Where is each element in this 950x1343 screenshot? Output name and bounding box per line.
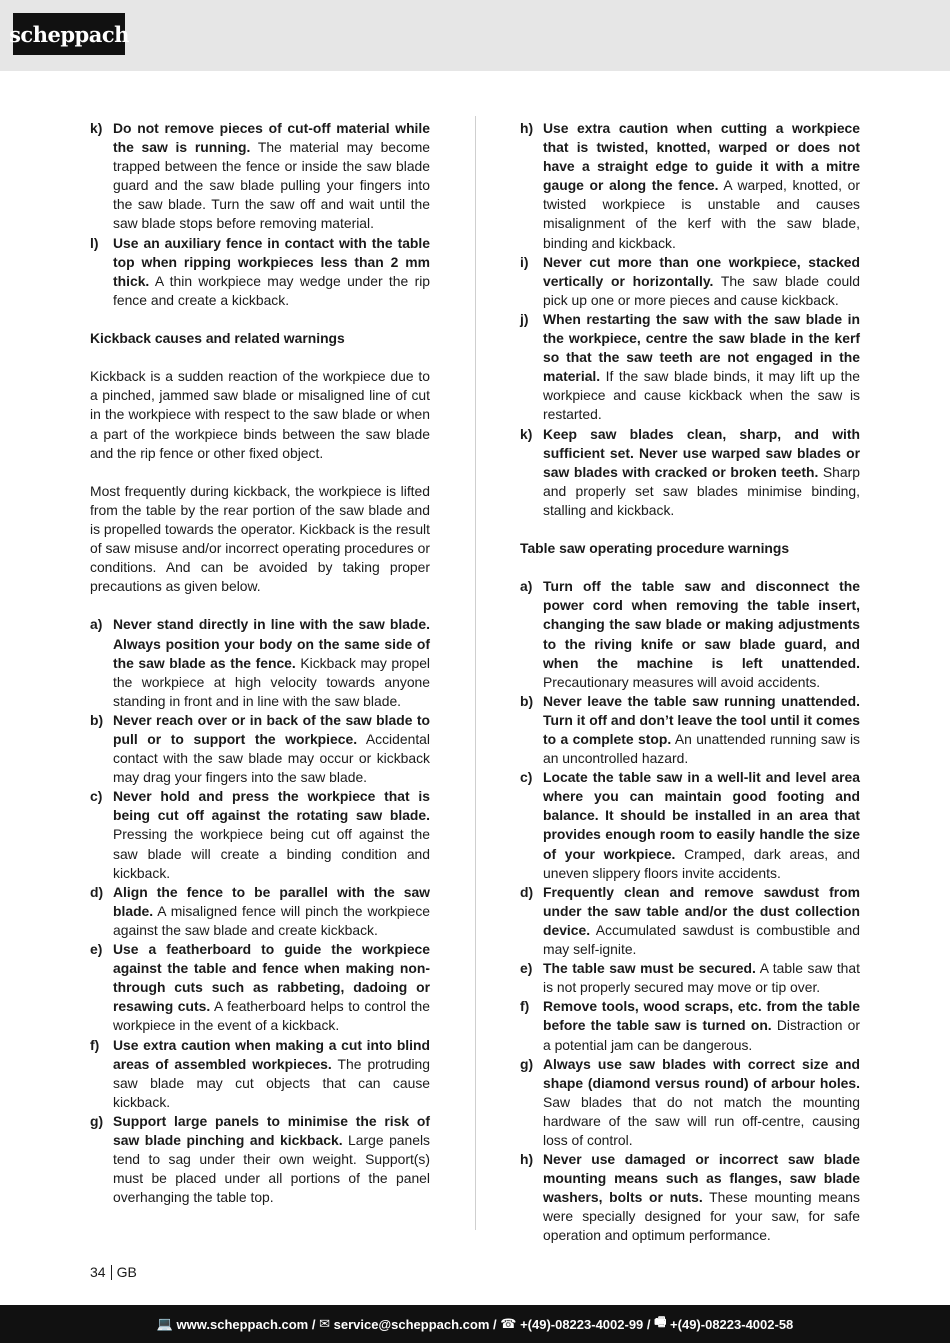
warning-item bbox=[520, 310, 860, 425]
warning-item bbox=[520, 577, 860, 692]
footer-contact-bar: 💻 www.scheppach.com / ✉ service@scheppach.com / ☎ +(49)-08223-4002-99 / 🖷 +(49)-08223-4002-58 bbox=[0, 1305, 950, 1343]
warning-item-text: A warped, knotted, or twisted workpiece is unstable and causes misalignment of the kerf with the saw blade, binding and kickback. bbox=[543, 177, 860, 251]
warning-item-bold: When restarting the saw with the saw blade in the workpiece, centre the saw blade in the kerf so that the saw teeth are not engaged in the material. bbox=[543, 310, 860, 385]
warning-item bbox=[520, 692, 860, 768]
warning-item-text: Kickback may propel the workpiece at high velocity towards anyone standing in front and in line with the saw blade. bbox=[113, 654, 430, 709]
warning-item-bold: Align the fence to be parallel with the saw blade. bbox=[113, 883, 430, 919]
warning-item-bold: Keep saw blades clean, sharp, and with sufficient set. Never use warped saw blades or saw blades with cracked or broken teeth. bbox=[543, 425, 860, 480]
left-column bbox=[90, 119, 430, 1207]
right-column bbox=[520, 119, 860, 1246]
warning-item bbox=[90, 1036, 430, 1112]
warning-item-text: Large panels tend to sag under their own weight. Support(s) must be placed under all portions of the panel overhanging the table top. bbox=[113, 1131, 430, 1206]
warning-item-text: Precautionary measures will avoid accidents. bbox=[543, 673, 821, 690]
warning-item-text: These mounting means were specially designed for your saw, for safe operation and optimum performance. bbox=[543, 1189, 860, 1244]
warning-item-label: k) bbox=[520, 425, 533, 442]
warning-item-label: h) bbox=[520, 120, 534, 136]
warning-item-label: c) bbox=[520, 769, 533, 786]
warning-item-bold: Use a featherboard to guide the workpiece against the table and fence when making non-through cuts such as rabbeting, dadoing or resawing cuts. bbox=[113, 941, 430, 1015]
footer-website[interactable]: www.scheppach.com bbox=[176, 1316, 309, 1332]
header-band bbox=[0, 0, 950, 71]
warning-item bbox=[520, 1055, 860, 1150]
warning-item-text: An unattended running saw is an uncontrolled hazard. bbox=[543, 731, 860, 767]
warning-item-bold: Do not remove pieces of cut-off material while the saw is running. bbox=[113, 120, 430, 156]
warning-item bbox=[520, 959, 860, 997]
warning-item-text: The material may become trapped between the fence or inside the saw blade guard and the saw blade pulling your fingers into the saw blade. Turn the saw off and wait until the saw blade stops before removing material. bbox=[113, 139, 430, 232]
warning-item-label: a) bbox=[520, 578, 533, 595]
warning-item-text: The protruding saw blade may cut objects that can cause kickback. bbox=[113, 1055, 431, 1110]
warning-item-label: e) bbox=[90, 941, 103, 958]
warning-item-text: If the saw blade binds, it may lift up the workpiece and cause kickback when the saw is restarted. bbox=[543, 368, 860, 423]
computer-icon: 💻 bbox=[156, 1316, 173, 1331]
warning-item bbox=[520, 768, 860, 883]
warning-item-text: Distraction or a potential jam can be dangerous. bbox=[543, 1017, 860, 1053]
warning-item-bold: Remove tools, wood scraps, etc. from the table before the table saw is turned on. bbox=[543, 998, 860, 1034]
warning-item-text: Saw blades that do not match the mounting hardware of the saw will run off-centre, causing loss of control. bbox=[543, 1093, 860, 1148]
page-number bbox=[90, 1264, 137, 1280]
warning-item-bold: Always use saw blades with correct size and shape (diamond versus round) of arbour holes. bbox=[543, 1055, 860, 1091]
warning-item-bold: Never leave the table saw running unattended. Turn it off and don’t leave the tool until it comes to a complete stop. bbox=[543, 692, 860, 747]
warning-item-bold: Use an auxiliary fence in contact with the table top when ripping workpieces less than 2 mm thick. bbox=[113, 234, 430, 289]
warning-item-bold: Locate the table saw in a well-lit and level area where you can maintain good footing and balance. It should be installed in an area that provides enough room to easily handle the size of your workpiece. bbox=[543, 769, 860, 862]
warning-item-label: e) bbox=[520, 960, 533, 977]
footer-fax: +(49)-08223-4002-58 bbox=[670, 1316, 794, 1332]
warning-item bbox=[520, 425, 860, 520]
warning-item-label: k) bbox=[90, 120, 103, 136]
right-items-bottom bbox=[520, 577, 860, 1245]
fax-icon: 🖷 bbox=[654, 1314, 667, 1329]
warning-item bbox=[90, 711, 430, 787]
warning-item bbox=[520, 883, 860, 959]
warning-item-label: f) bbox=[90, 1036, 100, 1053]
warning-item bbox=[90, 234, 430, 310]
warning-item bbox=[520, 253, 860, 310]
warning-item-label: d) bbox=[90, 883, 104, 900]
warning-item bbox=[520, 119, 860, 253]
warning-item-bold: Frequently clean and remove sawdust from under the saw table and/or the dust collection device. bbox=[543, 883, 860, 938]
warning-item-bold: Never stand directly in line with the saw blade. Always position your body on the same side of the saw blade as the fence. bbox=[113, 616, 430, 671]
warning-item bbox=[520, 997, 860, 1054]
warning-item-label: a) bbox=[90, 616, 103, 633]
mail-icon: ✉ bbox=[319, 1316, 330, 1331]
warning-item-label: g) bbox=[520, 1055, 534, 1072]
phone-icon: ☎ bbox=[500, 1316, 517, 1331]
warning-item bbox=[90, 615, 430, 710]
warning-item-bold: Use extra caution when making a cut into blind areas of assembled workpieces. bbox=[113, 1036, 430, 1072]
warning-item-label: d) bbox=[520, 883, 534, 900]
kickback-paragraph-2: Most frequently during kickback, the workpiece is lifted from the table by the rear portion of the saw blade and is propelled towards the operator. Kickback is the result of saw misuse and/or incorrect operating procedures or conditions. And can be avoided by taking proper precautions as given below. bbox=[90, 482, 430, 595]
warning-item-text: A table saw that is not properly secured may move or tip over. bbox=[543, 960, 860, 996]
warning-item-label: j) bbox=[520, 310, 529, 327]
warning-item bbox=[90, 119, 430, 234]
left-items-bottom bbox=[90, 615, 430, 1207]
warning-item bbox=[520, 1150, 860, 1245]
warning-item-bold: Use extra caution when cutting a workpiece that is twisted, knotted, warped or does not have a straight edge to guide it with a mitre gauge or along the fence. bbox=[543, 120, 860, 194]
footer-email[interactable]: service@scheppach.com bbox=[333, 1316, 490, 1332]
warning-item-label: c) bbox=[90, 788, 103, 805]
warning-item-label: l) bbox=[90, 234, 99, 251]
warning-item-label: f) bbox=[520, 998, 530, 1015]
warning-item bbox=[90, 940, 430, 1035]
page-number-separator bbox=[111, 1265, 112, 1280]
kickback-paragraph-1: Kickback is a sudden reaction of the workpiece due to a pinched, jammed saw blade or misaligned line of cut in the workpiece with respect to the saw blade or when a part of the workpiece binds between the saw blade and the rip fence or other fixed object. bbox=[90, 368, 430, 461]
warning-item-text: A misaligned fence will pinch the workpiece against the saw blade and create kickback. bbox=[113, 902, 430, 938]
warning-item-label: b) bbox=[520, 692, 534, 709]
warning-item-label: g) bbox=[90, 1112, 104, 1129]
warning-item-bold: Never cut more than one workpiece, stacked vertically or horizontally. bbox=[543, 253, 860, 289]
warning-item-text: A thin workpiece may wedge under the rip fence and create a kickback. bbox=[113, 272, 430, 308]
warning-item-bold: Never reach over or in back of the saw blade to pull or to support the workpiece. bbox=[113, 711, 430, 747]
warning-item-bold: Support large panels to minimise the risk of saw blade pinching and kickback. bbox=[113, 1112, 430, 1148]
warning-item-bold: Turn off the table saw and disconnect the power cord when removing the table insert, changing the saw blade or making adjustments to the riving knife or saw blade guard, and when the machine is left unattended. bbox=[543, 578, 860, 671]
warning-item-text: Accidental contact with the saw blade may occur or kickback may drag your fingers into the saw blade. bbox=[113, 731, 430, 786]
warning-item-text: Cramped, dark areas, and uneven slippery floors invite accidents. bbox=[543, 845, 861, 881]
warning-item-label: b) bbox=[90, 711, 104, 728]
operating-procedure-heading: Table saw operating procedure warnings bbox=[520, 540, 790, 557]
right-items-top bbox=[520, 119, 860, 520]
warning-item-text: Sharp and properly set saw blades minimise binding, stalling and kickback. bbox=[543, 463, 860, 518]
footer-phone[interactable]: +(49)-08223-4002-99 bbox=[520, 1316, 644, 1332]
warning-item-label: h) bbox=[520, 1151, 534, 1168]
warning-item bbox=[90, 1112, 430, 1207]
warning-item-bold: Never use damaged or incorrect saw blade mounting means such as flanges, saw blade washers, bolts or nuts. bbox=[543, 1151, 860, 1206]
warning-item-text: A featherboard helps to control the workpiece in the event of a kickback. bbox=[113, 998, 430, 1034]
warning-item-text: Pressing the workpiece being cut off against the saw blade will create a binding condition and kickback. bbox=[113, 826, 430, 881]
warning-item-bold: The table saw must be secured. bbox=[543, 960, 756, 977]
left-items-top bbox=[90, 119, 430, 310]
warning-item bbox=[90, 883, 430, 940]
column-divider bbox=[475, 116, 476, 1230]
page-number-value: 34 bbox=[90, 1264, 106, 1280]
page-language: GB bbox=[116, 1264, 137, 1280]
warning-item-bold: Never hold and press the workpiece that is being cut off against the rotating saw blade. bbox=[113, 788, 430, 824]
kickback-heading: Kickback causes and related warnings bbox=[90, 330, 345, 347]
warning-item-text: The saw blade could pick up one or more pieces and cause kickback. bbox=[543, 272, 860, 308]
scheppach-logo: scheppach bbox=[13, 13, 125, 55]
warning-item-text: Accumulated sawdust is combustible and may self-ignite. bbox=[543, 921, 860, 958]
warning-item-label: i) bbox=[520, 253, 529, 270]
warning-item bbox=[90, 787, 430, 882]
